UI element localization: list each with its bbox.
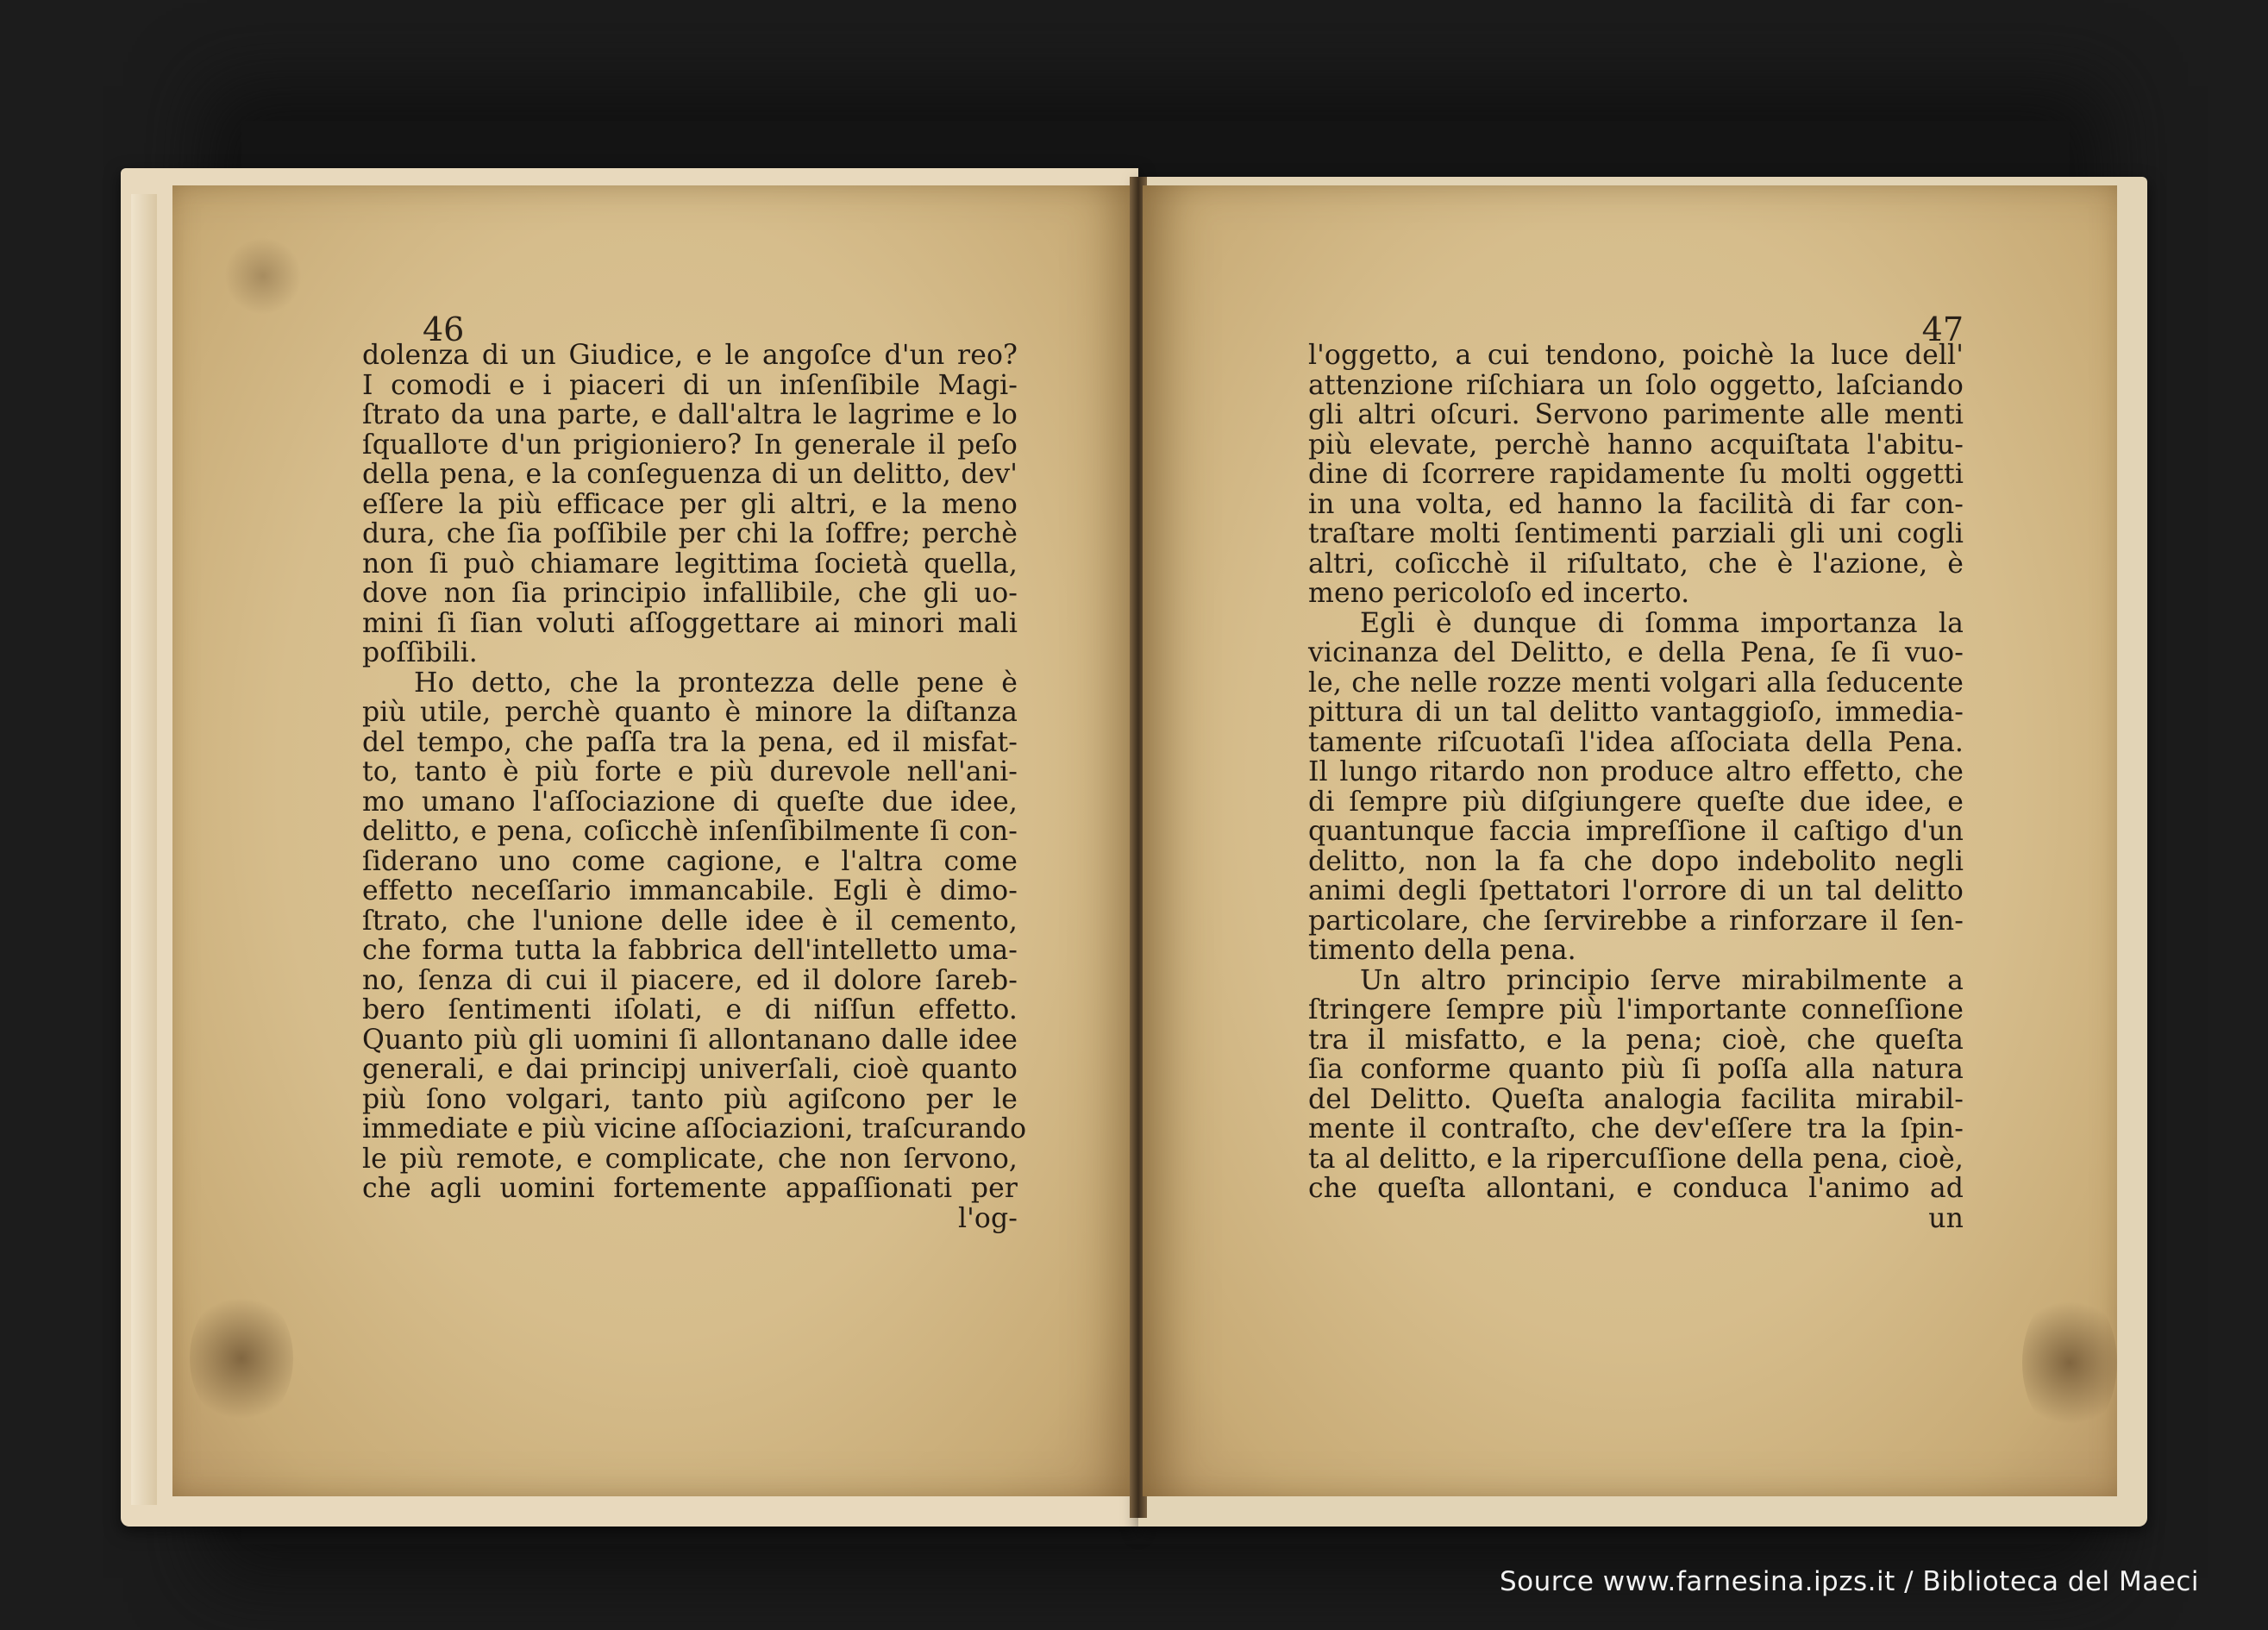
text-line: di ſempre più diſgiungere queſte due idee, e [1308,786,1964,818]
text-line: mo umano l'aſſociazione di queſte due idee, [362,786,1018,818]
source-watermark: Source www.farnesina.ipzs.it / Biblioteca del Maeci [1499,1566,2199,1597]
text-line: del tempo, che paſſa tra la pena, ed il misfat- [362,726,1018,758]
text-line: le, che nelle rozze menti volgari alla ſeducente [1308,667,1964,699]
text-line: animi degli ſpettatori l'orrore di un tal delitto [1308,875,1964,906]
page-number: 46 [423,310,465,348]
text-line: Il lungo ritardo non produce altro effetto, che [1308,756,1964,787]
text-line: più ſono volgari, tanto più agiſcono per le [362,1083,1018,1115]
text-line: pittura di un tal delitto vantaggioſo, immedia- [1308,697,1964,728]
open-book [121,160,2147,1535]
left-page [172,185,1138,1496]
text-line: ſtrato da una parte, e dall'altra le lagrime e lo [362,399,1018,430]
text-line: Quanto più gli uomini ſi allontanano dalle idee [362,1024,1018,1056]
text-line: gli altri oſcuri. Servono parimente alle menti [1308,399,1964,430]
text-line: Egli è dunque di ſomma importanza la [1360,607,1964,639]
right-page [1143,185,2117,1496]
text-line: non ſi può chiamare legittima ſocietà quella, [362,548,1018,580]
text-line: particolare, che ſervirebbe a rinforzare il ſen- [1308,905,1964,937]
text-line: attenzione riſchiara un ſolo oggetto, laſciando [1308,369,1964,401]
foxing-stain [2022,1289,2117,1436]
foxing-stain [190,1289,293,1427]
text-line: mini ſi ſian voluti aſſoggettare ai minori mali [362,607,1018,639]
page-text [1308,341,1964,1233]
text-line: tamente riſcuotaſi l'idea aſſociata della Pena. [1308,726,1964,758]
text-line: quantunque faccia impreſſione il caſtigo d'un [1308,816,1964,847]
text-line: che forma tutta la fabbrica dell'intelletto uma- [362,935,1018,966]
text-line: ta al delitto, e la ripercuſſione della pena, cioè, [1308,1143,1964,1175]
text-line: ſia conforme quanto più ſi poſſa alla natura [1308,1054,1964,1085]
text-line: delitto, e pena, coſicchè inſenſibilmente ſi con- [362,816,1018,847]
text-line: no, ſenza di cui il piacere, ed il dolore ſareb- [362,964,1018,996]
text-line: traſtare molti ſentimenti parziali gli uni cogli [1308,518,1964,549]
text-line: immediate e più vicine aſſociazioni, traſcurando [362,1113,1027,1144]
text-line: dine di ſcorrere rapidamente ſu molti oggetti [1308,459,1964,490]
text-line: generali, e dai principj univerſali, cioè quanto [362,1054,1018,1085]
text-line: effetto neceſſario immancabile. Egli è dimo- [362,875,1018,906]
text-line: poſſibili. [362,637,478,668]
text-line: I comodi e i piaceri di un inſenſibile Magi- [362,369,1018,401]
text-line: l'og- [957,1202,1018,1234]
text-line: eſſere la più efficace per gli altri, e la meno [362,488,1018,520]
text-line: tra il misfatto, e la pena; cioè, che queſta [1308,1024,1964,1056]
text-line: Ho detto, che la prontezza delle pene è [414,667,1018,699]
text-line: più utile, perchè quanto è minore la diſtanza [362,697,1018,728]
text-line: Un altro principio ſerve mirabilmente a [1360,964,1964,996]
text-line: della pena, e la conſeguenza di un delitto, dev' [362,459,1018,490]
text-line: ſtringere ſempre più l'importante conneſſione [1308,994,1964,1025]
text-line: in una volta, ed hanno la facilità di far con- [1308,488,1964,520]
text-line: del Delitto. Queſta analogia facilita mirabil- [1308,1083,1964,1115]
text-line: ſqualloτe d'un prigioniero? In generale il peſo [362,429,1018,461]
text-line: che queſta allontani, e conduca l'animo ad [1308,1173,1964,1204]
text-line: più elevate, perchè hanno acquiſtata l'abitu- [1308,429,1964,461]
page-edges [131,194,157,1505]
text-line: ſiderano uno come cagione, e l'altra come [362,845,1018,877]
text-line: bero ſentimenti iſolati, e di niſſun effetto. [362,994,1018,1025]
text-line: to, tanto è più forte e più durevole nell'ani- [362,756,1018,787]
text-line: meno pericoloſo ed incerto. [1308,578,1690,609]
text-line: dolenza di un Giudice, e le angoſce d'un reo? [362,340,1018,371]
text-line: delitto, non la fa che dopo indebolito negli [1308,845,1964,877]
page-text [362,340,1027,1234]
text-line: un [1928,1202,1964,1234]
text-line: vicinanza del Delitto, e della Pena, ſe ſi vuo- [1308,637,1964,668]
text-line: timento della pena. [1308,935,1576,966]
page-number: 47 [1921,310,1964,348]
foxing-stain [224,237,302,315]
text-line: l'oggetto, a cui tendono, poichè la luce dell' [1308,340,1964,371]
text-line: che agli uomini fortemente appaſſionati per [362,1173,1018,1204]
text-line: dove non ſia principio infallibile, che gli uo- [362,578,1018,609]
text-line: altri, coſicchè il riſultato, che è l'azione, è [1308,548,1964,580]
text-line: mente il contraſto, che dev'eſſere tra la ſpin- [1308,1113,1964,1144]
text-line: le più remote, e complicate, che non ſervono, [362,1143,1018,1175]
text-line: dura, che ſia poſſibile per chi la ſoffre; perchè [362,518,1018,549]
text-line: ſtrato, che l'unione delle idee è il cemento, [362,905,1018,937]
